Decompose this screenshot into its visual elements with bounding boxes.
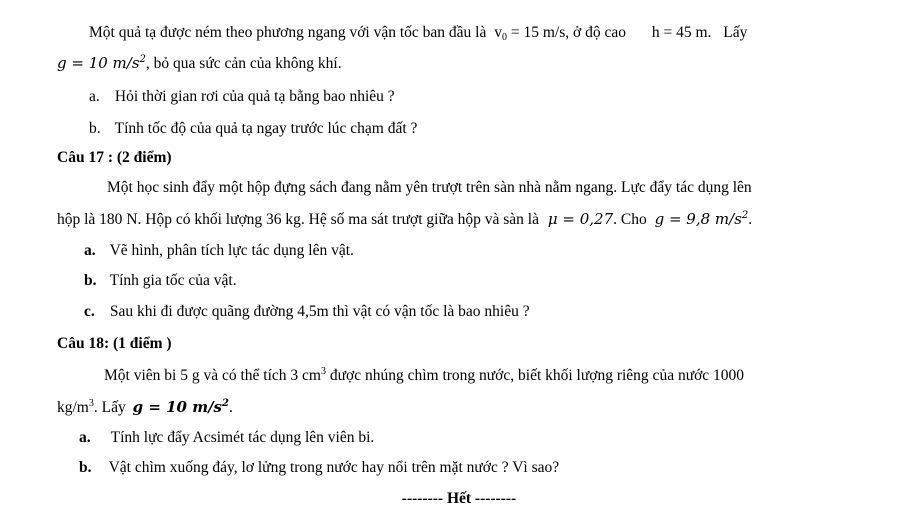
q16-gravity-line: g = 10 $m/s^2$, bỏ qua sức cản của không khí. bbox=[57, 54, 342, 72]
q16-item-a: a. Hỏi thời gian rơi của quả tạ bằng bao nhiêu ? bbox=[89, 88, 395, 105]
q16-intro: Một quả tạ được ném theo phương ngang với vận tốc ban đầu là $v_0 = 15$ m/s, ở độ cao h = 45 m. Lấy bbox=[89, 24, 748, 43]
q16-item-b: b. Tính tốc độ của quả tạ ngay trước lúc chạm đất ? bbox=[89, 120, 418, 137]
q17-item-b: b. Tính gia tốc của vật. bbox=[84, 272, 237, 289]
q18-line1: Một viên bi 5 g và có thể tích 3 $cm^3$ được nhúng chìm trong nước, biết khối lượng riêng của nước 1000 bbox=[104, 366, 745, 384]
height-value: h = 45 m. bbox=[651, 24, 712, 41]
g-formula: g = 10 $m/s^2$ bbox=[57, 54, 146, 72]
v0-value: $v_0 = 15$ m/s, ở độ cao bbox=[494, 24, 626, 43]
q17-heading: Câu 17 : (2 điểm) bbox=[57, 149, 172, 166]
q17-item-c: c. Sau khi đi được quãng đường 4,5m thì vật có vận tốc là bao nhiêu ? bbox=[84, 303, 530, 320]
q18-item-a: a. Tính lực đẩy Acsimét tác dụng lên viên bi. bbox=[79, 429, 375, 446]
q18-heading: Câu 18: (1 điểm ) bbox=[57, 335, 172, 352]
end-marker: -------- Hết -------- bbox=[401, 490, 517, 507]
q18-item-b: b. Vật chìm xuống đáy, lơ lửng trong nước hay nổi trên mặt nước ? Vì sao? bbox=[79, 459, 560, 476]
mu-formula: μ = 0,27 bbox=[547, 210, 614, 228]
q18-line2: $kg/m^3$. Lấy g = 10 $m/s^2$. bbox=[57, 398, 233, 416]
q17-item-a: a. Vẽ hình, phân tích lực tác dụng lên vật. bbox=[84, 242, 354, 259]
g-formula: g = 9,8 $m/s^2$ bbox=[654, 210, 749, 228]
q17-line2: hộp là 180 N. Hộp có khối lượng 36 kg. Hệ số ma sát trượt giữa hộp và sàn là μ = 0,27. Cho g = 9,8 $m/s^2$. bbox=[57, 210, 753, 228]
q17-line1: Một học sinh đẩy một hộp đựng sách đang nằm yên trượt trên sàn nhà nằm ngang. Lực đẩy tác dụng lên bbox=[107, 179, 752, 196]
g-formula: g = 10 $m/s^2$ bbox=[132, 398, 229, 416]
